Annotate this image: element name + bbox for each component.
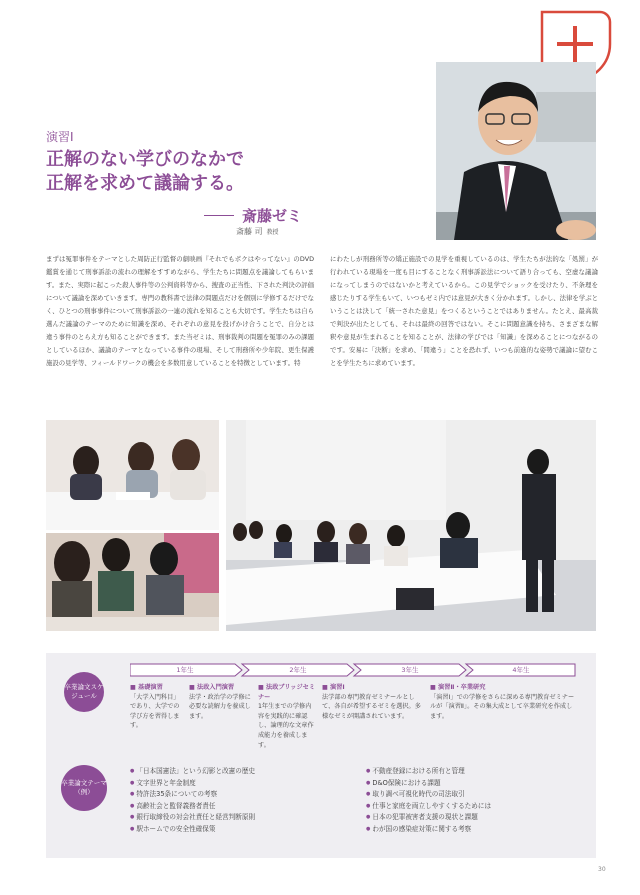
seminar-photo-students-table	[46, 420, 219, 530]
course-text: 法学・政治学の学修に必要な読解力を養成します。	[189, 693, 251, 720]
course-seminar-1	[322, 683, 424, 721]
theme-list-left	[130, 766, 350, 836]
page-title	[46, 148, 244, 196]
course-text: 1年生までの学修内容を実践的に確認し、論理的な文章作成能力を養成します。	[258, 703, 314, 749]
course-bridge-seminar	[258, 683, 316, 750]
seminar-byline	[204, 205, 302, 226]
body-text-right: にわたしが刑務所等の矯正施設での見学を重視しているのは、学生たちが法的な「処罰」が行われている現場を一度も目にすることなく刑事訴訟法について語り合っても、空虚な議論になってしまうのではないかと考えているから。この見学でショックを受けたり、不条理を感じたりする学生もいて、いつもゼミ内では意見が大きく分かれます。しかし、法律を学ぶということは決して「統一された意見」をつくるということではありません。たとえ、最高裁で判決が出たとしても、それは最終の回答ではない。そこに問題意識を持ち、さまざまな解釈や意見が生まれることを知ることが、法律の学びでは「知識」を深めることにつながるのです。安易に「決断」を求め、「間違う」ことを恐れず、いつも前進的な姿勢で議論に望むことを学生たちに求めています。	[330, 255, 598, 367]
headline-line-2: 正解を求めて議論する。	[46, 173, 244, 194]
seminar-photo-classroom	[226, 420, 596, 631]
professor-name-text: 斎藤 司	[236, 227, 263, 236]
theme-item: ● 取り調べ可視化時代の司法取引	[366, 789, 586, 801]
course-title: ■ 法政ブリッジセミナー	[258, 684, 316, 701]
theme-item: ● 不動産登録における所有と管理	[366, 766, 586, 778]
byline-rule	[204, 215, 234, 216]
page-number: 30	[598, 866, 606, 873]
theme-item: ● D&O保険における課題	[366, 778, 586, 790]
headline-line-1: 正解のない学びのなかで	[46, 149, 244, 170]
theme-item: ● 日本の犯罪被害者支援の現状と課題	[366, 812, 586, 824]
theme-list-right	[366, 766, 586, 836]
course-text: 法学部の専門教育ゼミナールとして、各自が希望するゼミを選択。多様なゼミが開講されています。	[322, 693, 421, 720]
curriculum-panel	[46, 653, 596, 858]
seminar-name: 斎藤ゼミ	[242, 207, 303, 225]
body-text-left: まずは冤罪事件をテーマとした周防正行監督の劇映画『それでもボクはやってない』のDVD鑑賞を通じて刑事訴訟の流れの理解をすすめながら、学生たちに問題点を議論してもらいます。また、実際に起こった殺人事件等の公判資料等から、捜査の正当性、下された判決の評価について議論を深めていきます。専門の教科書で法律の問題点だけを個別に学修するだけでなく、ひとつの刑事事件について刑事訴訟の一連の流れを知ることも大切です。学生たちは自ら選んだ議論のテーマのために知識を深め、それぞれの意見を投げかけ合うことで、自分とは違う事件のとらえ方も知ることができます。また当ゼミは、刑事裁判の問題を冤罪のみの課題としているほか、議論のテーマとなっている事件の現場、そして刑務所や少年院、更生保護施設の見学等、フィールドワークの機会を多数用意していることを特徴としています。特	[46, 255, 314, 367]
course-title: ■ 法政入門演習	[189, 684, 235, 691]
year-1: 1年生	[176, 666, 194, 674]
theme-item: ● 文字世界と年金制度	[130, 778, 350, 790]
professor-portrait	[436, 62, 596, 240]
course-basic-seminar	[130, 683, 184, 731]
course-title: ■ 演習Ⅱ・卒業研究	[430, 684, 486, 691]
course-title: ■ 演習Ⅰ	[322, 684, 345, 691]
schedule-badge: 卒業論文スケジュール	[64, 672, 104, 712]
themes-badge: 卒業論文テーマ（例）	[61, 765, 107, 811]
theme-item: ● 駅ホームでの安全性確保策	[130, 824, 350, 836]
theme-item: ● 銀行取締役の対会社責任と経営判断原則	[130, 812, 350, 824]
year-timeline	[130, 663, 576, 677]
year-3: 3年生	[401, 666, 419, 674]
theme-item: ● 特許法35条についての考察	[130, 789, 350, 801]
theme-item: ● 「日本国憲法」という幻影と改憲の歴史	[130, 766, 350, 778]
course-intro-seminar	[189, 683, 251, 721]
course-seminar-2-thesis	[430, 683, 576, 721]
year-2: 2年生	[289, 666, 307, 674]
course-text: 「演習Ⅰ」での学修をさらに深める専門教育ゼミナールが「演習Ⅱ」。その集大成として卒業研究を作成します。	[430, 693, 575, 720]
seminar-photo-discussion	[46, 533, 219, 631]
theme-item: ● 高齢社会と監督義務者責任	[130, 801, 350, 813]
theme-item: ● わが国の感染症対策に関する考察	[366, 824, 586, 836]
year-4: 4年生	[512, 666, 530, 674]
professor-name	[236, 226, 279, 237]
section-label: 演習Ⅰ	[46, 130, 74, 144]
course-title: ■ 基礎演習	[130, 684, 163, 691]
theme-item: ● 仕事と家庭を両立しやすくするためには	[366, 801, 586, 813]
course-text: 「大学入門科目」であり、大学での学び方を習得します。	[130, 693, 180, 730]
professor-title: 教授	[266, 229, 279, 236]
